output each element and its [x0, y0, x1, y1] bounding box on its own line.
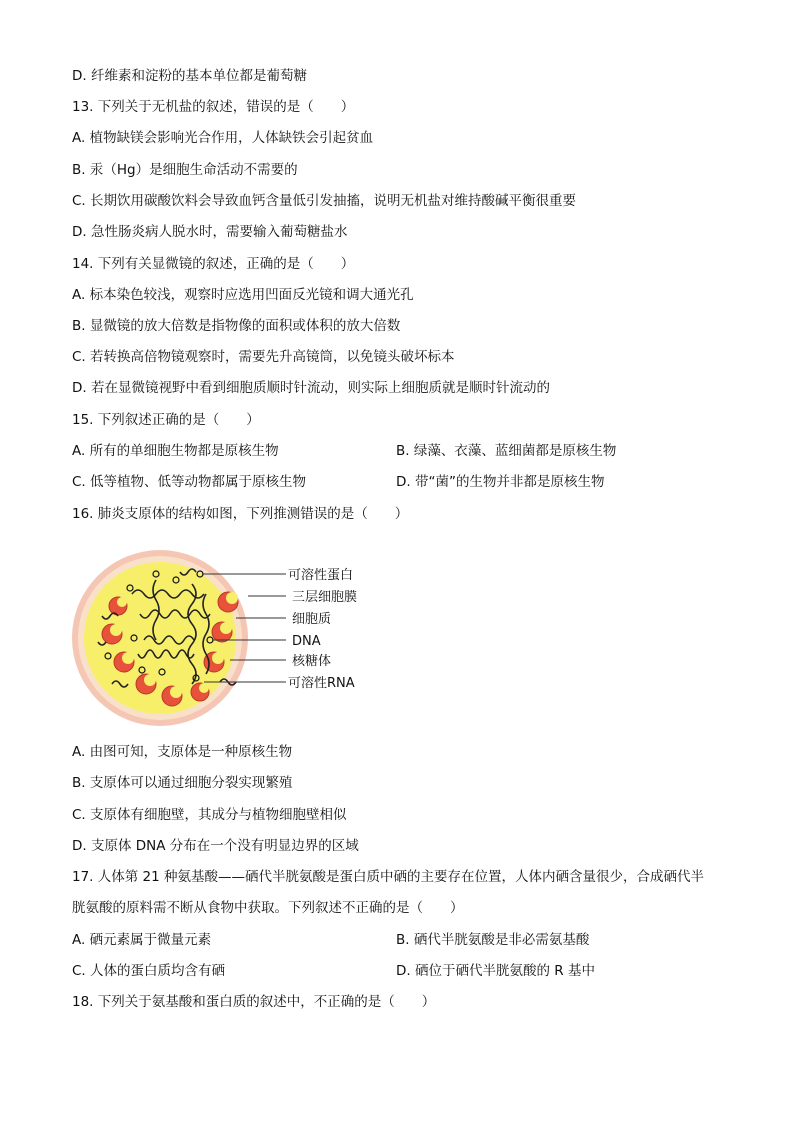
q16-option-c: C. 支原体有细胞壁，其成分与植物细胞壁相似 — [72, 807, 347, 823]
label-soluble-protein: 可溶性蛋白 — [288, 568, 354, 583]
q17-option-c: C. 人体的蛋白质均含有硒 — [72, 963, 226, 979]
q15-option-b: B. 绿藻、衣藻、蓝细菌都是原核生物 — [396, 443, 617, 459]
q18-stem: 18. 下列关于氨基酸和蛋白质的叙述中，不正确的是（ ） — [72, 994, 436, 1010]
q13-option-c: C. 长期饮用碳酸饮料会导致血钙含量低引发抽搐，说明无机盐对维持酸碱平衡很重要 — [72, 193, 577, 209]
q15-option-c: C. 低等植物、低等动物都属于原核生物 — [72, 474, 307, 490]
q16-option-d: D. 支原体 DNA 分布在一个没有明显边界的区域 — [72, 838, 359, 854]
q17-option-b: B. 硒代半胱氨酸是非必需氨基酸 — [396, 932, 590, 948]
q17-option-d: D. 硒位于硒代半胱氨酸的 R 基中 — [396, 963, 595, 979]
q15-option-a: A. 所有的单细胞生物都是原核生物 — [72, 443, 279, 459]
q16-option-a: A. 由图可知，支原体是一种原核生物 — [72, 744, 293, 760]
q16-option-b: B. 支原体可以通过细胞分裂实现繁殖 — [72, 775, 293, 791]
label-soluble-rna: 可溶性RNA — [288, 676, 355, 691]
q14-option-d: D. 若在显微镜视野中看到细胞质顺时针流动，则实际上细胞质就是顺时针流动的 — [72, 380, 550, 396]
q17-option-a: A. 硒元素属于微量元素 — [72, 932, 212, 948]
q13-option-d: D. 急性肠炎病人脱水时，需要输入葡萄糖盐水 — [72, 224, 348, 240]
q12-option-d: D. 纤维素和淀粉的基本单位都是葡萄糖 — [72, 68, 307, 84]
label-cytoplasm: 细胞质 — [292, 612, 332, 627]
label-ribosome: 核糖体 — [292, 654, 332, 669]
q17-stem-line1: 17. 人体第 21 种氨基酸——硒代半胱氨酸是蛋白质中硒的主要存在位置，人体内硒含量很少，合成硒代半 — [72, 869, 705, 885]
label-triple-membrane: 三层细胞膜 — [292, 590, 358, 605]
q14-option-c: C. 若转换高倍物镜观察时，需要先升高镜筒，以免镜头破坏标本 — [72, 349, 455, 365]
q17-stem-line2: 胱氨酸的原料需不断从食物中获取。下列叙述不正确的是（ ） — [72, 900, 464, 916]
mycoplasma-diagram — [72, 544, 372, 734]
q13-stem: 13. 下列关于无机盐的叙述，错误的是（ ） — [72, 99, 355, 115]
label-dna: DNA — [292, 634, 321, 649]
q15-stem: 15. 下列叙述正确的是（ ） — [72, 412, 260, 428]
q14-option-b: B. 显微镜的放大倍数是指物像的面积或体积的放大倍数 — [72, 318, 401, 334]
q13-option-a: A. 植物缺镁会影响光合作用，人体缺铁会引起贫血 — [72, 130, 374, 146]
q14-option-a: A. 标本染色较浅，观察时应选用凹面反光镜和调大通光孔 — [72, 287, 414, 303]
q14-stem: 14. 下列有关显微镜的叙述，正确的是（ ） — [72, 256, 355, 272]
q13-option-b: B. 汞（Hg）是细胞生命活动不需要的 — [72, 162, 298, 178]
q16-stem: 16. 肺炎支原体的结构如图，下列推测错误的是（ ） — [72, 506, 409, 522]
q15-option-d: D. 带“菌”的生物并非都是原核生物 — [396, 474, 605, 490]
